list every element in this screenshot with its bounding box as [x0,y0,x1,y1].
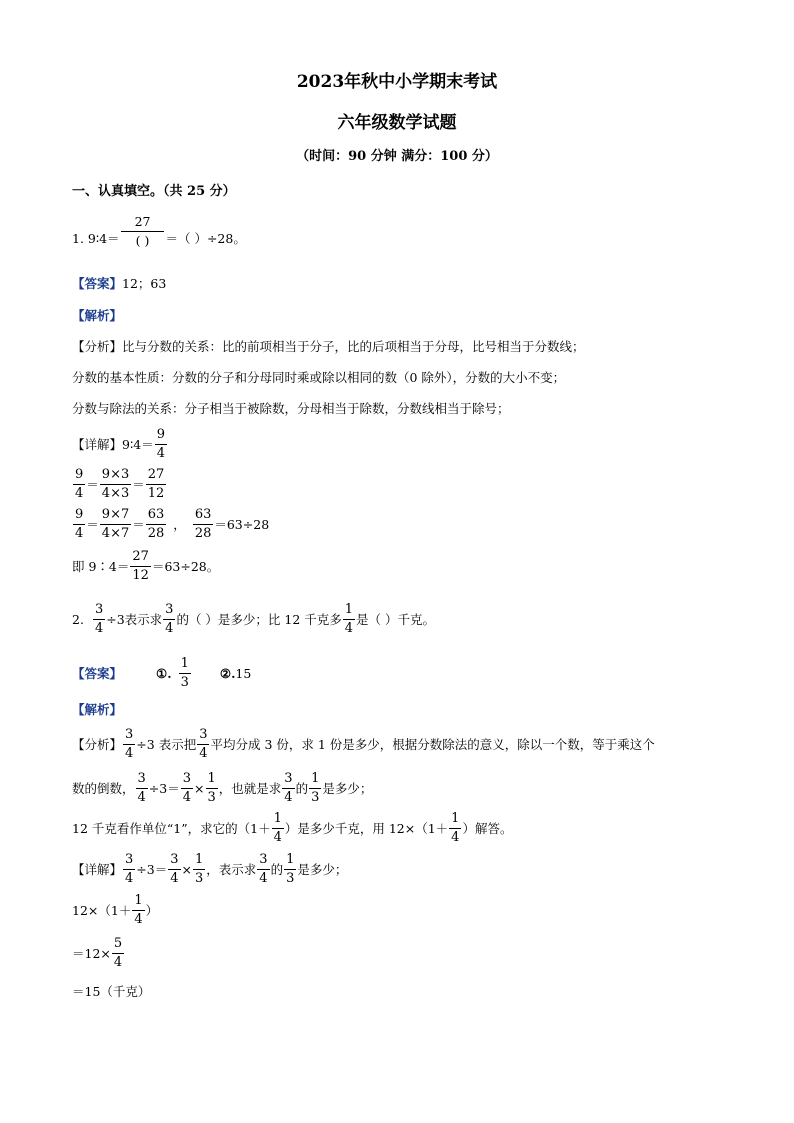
frac-1-3 [206,772,218,806]
num: 1 [272,812,284,829]
frac-3-4 [163,603,175,637]
q2-s1: 12×（1＋ [72,902,132,918]
q1-analysis-2: 分数的基本性质：分数的分子和分母同时乘或除以相同的数（0 除外），分数的大小不变； [72,370,566,385]
frac-1-3 [284,853,296,887]
q1-analysis-1 [72,341,585,354]
num: 3 [181,772,193,789]
frac-3-4 [257,853,269,887]
num: 1 [449,812,461,829]
num: 27 [130,550,151,567]
frac-3-4 [168,853,180,887]
den: 12 [132,568,149,584]
frac-3-4 [123,853,135,887]
q2-answer [72,657,251,691]
den: 4 [165,621,174,637]
num: 5 [112,937,124,954]
den: 28 [194,526,212,542]
q2-s1-end: ） [145,902,159,918]
den: 12 [147,486,165,502]
den: 4 [134,912,143,928]
num: 3 [93,603,105,620]
den: 4 [170,871,179,887]
frac-5-4 [112,937,124,971]
den: 4 [451,830,460,846]
frac-1-4 [272,812,284,846]
den: 4 [75,526,84,542]
num: 3 [163,603,175,620]
num: 1 [284,853,296,870]
answer-1-mark: ①. [156,665,172,681]
num: 1 [343,603,355,620]
q1-numerator: 27 [121,215,165,232]
exam-meta: （时间：90 分钟 满分：100 分） [296,149,498,164]
frac-9x7-4x7 [100,508,131,542]
equals: ＝ [132,476,145,492]
q1-detail-line-3 [72,508,269,542]
num: 3 [168,853,180,870]
num: 3 [257,853,269,870]
den: 4 [75,486,84,502]
q2-fx2-d: 的 [295,780,309,796]
num: 1 [206,772,218,789]
frac-9-4 [155,428,167,462]
frac-3-4 [123,728,135,762]
q1-ji-suffix: ＝63÷28。 [151,558,220,574]
q2-xj-de: 的 [270,861,284,877]
frac-3-4 [136,772,148,806]
q2-fx1-a: ÷3 表示把 [136,736,197,752]
den: 4 [125,871,134,887]
num: 1 [309,772,321,789]
xiangjie-tag: 【详解】 [72,861,123,877]
frac-1-3 [179,657,191,691]
comma: ， [173,516,186,532]
q2-fx2-a: 数的倒数， [72,780,135,796]
den: 4 [344,621,354,637]
q2-fx1-b: 平均分成 3 份，求 1 份是多少，根据分数除法的意义，除以一个数，等于乘这个 [210,736,655,752]
den: 28 [147,526,165,542]
num: 3 [123,853,135,870]
frac-3-4 [197,728,209,762]
frac-9-4 [73,508,85,542]
q1-rest: ＝（ ）÷28。 [165,231,246,246]
num: 1 [179,657,191,674]
q2-s2: ＝12× [72,945,111,961]
answer-2-mark: ②. [219,665,236,681]
q1-63div28: ＝63÷28 [214,516,270,532]
den: 4 [113,955,123,971]
frac-3-4 [181,772,193,806]
q1-jiexi-tag: 【解析】 [72,308,123,323]
num: 3 [282,772,294,789]
frac-1-4 [132,894,144,928]
den: 4×7 [101,526,130,542]
den: 3 [311,790,320,806]
q1-denominator-blank: ( ) [135,232,150,248]
frac-63-28 [146,508,167,542]
q1-answer-value: 12；63 [122,276,167,291]
q2-fx3-a: 12 千克看作单位“1”，求它的（1＋ [72,820,271,836]
q2-analysis-3 [72,812,512,846]
q2-analysis-2 [72,772,372,806]
q2-fx3-b: ）是多少千克，用 12×（1＋ [284,820,449,836]
den: 4×3 [101,486,130,502]
frac-9-4 [73,468,85,502]
q1-ji-prefix: 即 9∶4＝ [72,558,130,574]
q2-step-2 [72,937,125,971]
q1-fenxi-text-1: 比与分数的关系：比的前项相当于分子，比的后项相当于分母，比号相当于分数线； [122,339,585,354]
times-sign: × [194,780,205,796]
den: 4 [137,790,146,806]
frac-1-3 [309,772,321,806]
question-1 [72,215,246,248]
q2-detail-1 [72,853,347,887]
frac-3-4 [93,603,105,637]
q1-answer [72,278,166,291]
den: 4 [156,446,165,462]
xiangjie-tag: 【详解】 [72,436,123,452]
q2-fx3-c: ）解答。 [462,820,513,836]
q2-fx2-b: ÷3＝ [148,780,180,796]
q2-jiexi-tag: 【解析】 [72,702,123,717]
q2-analysis-1 [72,728,655,762]
den: 3 [286,871,295,887]
q2-number: 2. [72,611,84,627]
frac-1-4 [343,603,355,637]
num: 3 [123,728,135,745]
frac-3-4 [282,772,294,806]
num: 9 [73,468,85,485]
den: 4 [259,871,268,887]
q1-xj-prefix: 9∶4＝ [122,436,154,452]
frac-1-4 [449,812,461,846]
den: 4 [125,746,134,762]
num: 27 [146,468,167,485]
den: 4 [199,746,208,762]
q2-xj-div: ÷3＝ [136,861,168,877]
q2-step-1 [72,894,158,928]
q1-analysis-3: 分数与除法的关系：分子相当于被除数，分母相当于除数，分数线相当于除号； [72,401,510,416]
fenxi-tag: 【分析】 [72,736,123,752]
num: 9 [155,428,167,445]
q1-detail-line-2 [72,468,167,502]
q2-xj-b: ，表示求 [206,861,257,877]
den: 4 [94,621,104,637]
answer-tag: 【答案】 [72,665,123,681]
q2-xj-e: 是多少； [297,861,348,877]
q2-fx2-e: 是多少； [322,780,373,796]
question-2 [72,603,435,637]
equals: ＝ [86,516,99,532]
den: 4 [182,790,192,806]
equals: ＝ [86,476,99,492]
exam-title: 2023年秋中小学期末考试 [296,72,498,92]
q1-prefix: 1. 9∶4＝ [72,231,120,246]
num: 3 [197,728,209,745]
num: 9 [73,508,85,525]
frac-9x3-4x3 [100,468,131,502]
q2-text-1: ÷3表示求 [106,611,163,627]
exam-subtitle: 六年级数学试题 [337,113,457,133]
q2-fx2-c: ，也就是求 [218,780,282,796]
num: 63 [193,508,214,525]
den: 3 [195,871,204,887]
den: 3 [180,675,189,691]
answer-tag: 【答案】 [72,276,123,291]
frac-1-3 [193,853,205,887]
num: 1 [193,853,205,870]
num: 63 [146,508,167,525]
frac-63-28 [193,508,214,542]
answer-2-value: 15 [235,665,252,681]
q1-detail-line-1 [72,428,168,462]
section-heading: 一、认真填空。（共 25 分） [72,184,236,199]
q2-step-3: ＝15（千克） [72,984,151,999]
num: 9×7 [100,508,131,525]
q1-detail-line-4 [72,550,219,584]
den: 4 [284,790,293,806]
frac-27-12 [130,550,151,584]
num: 1 [132,894,144,911]
equals: ＝ [132,516,145,532]
den: 3 [207,790,216,806]
fenxi-tag: 【分析】 [72,339,123,354]
num: 9×3 [100,468,131,485]
q1-fraction [121,215,165,248]
times-sign: × [181,861,192,877]
q2-text-3: 是（ ）千克。 [356,611,436,627]
den: 4 [273,830,282,846]
q2-text-2: 的（ ）是多少；比 12 千克多 [176,611,342,627]
num: 3 [136,772,148,789]
frac-27-12 [146,468,167,502]
